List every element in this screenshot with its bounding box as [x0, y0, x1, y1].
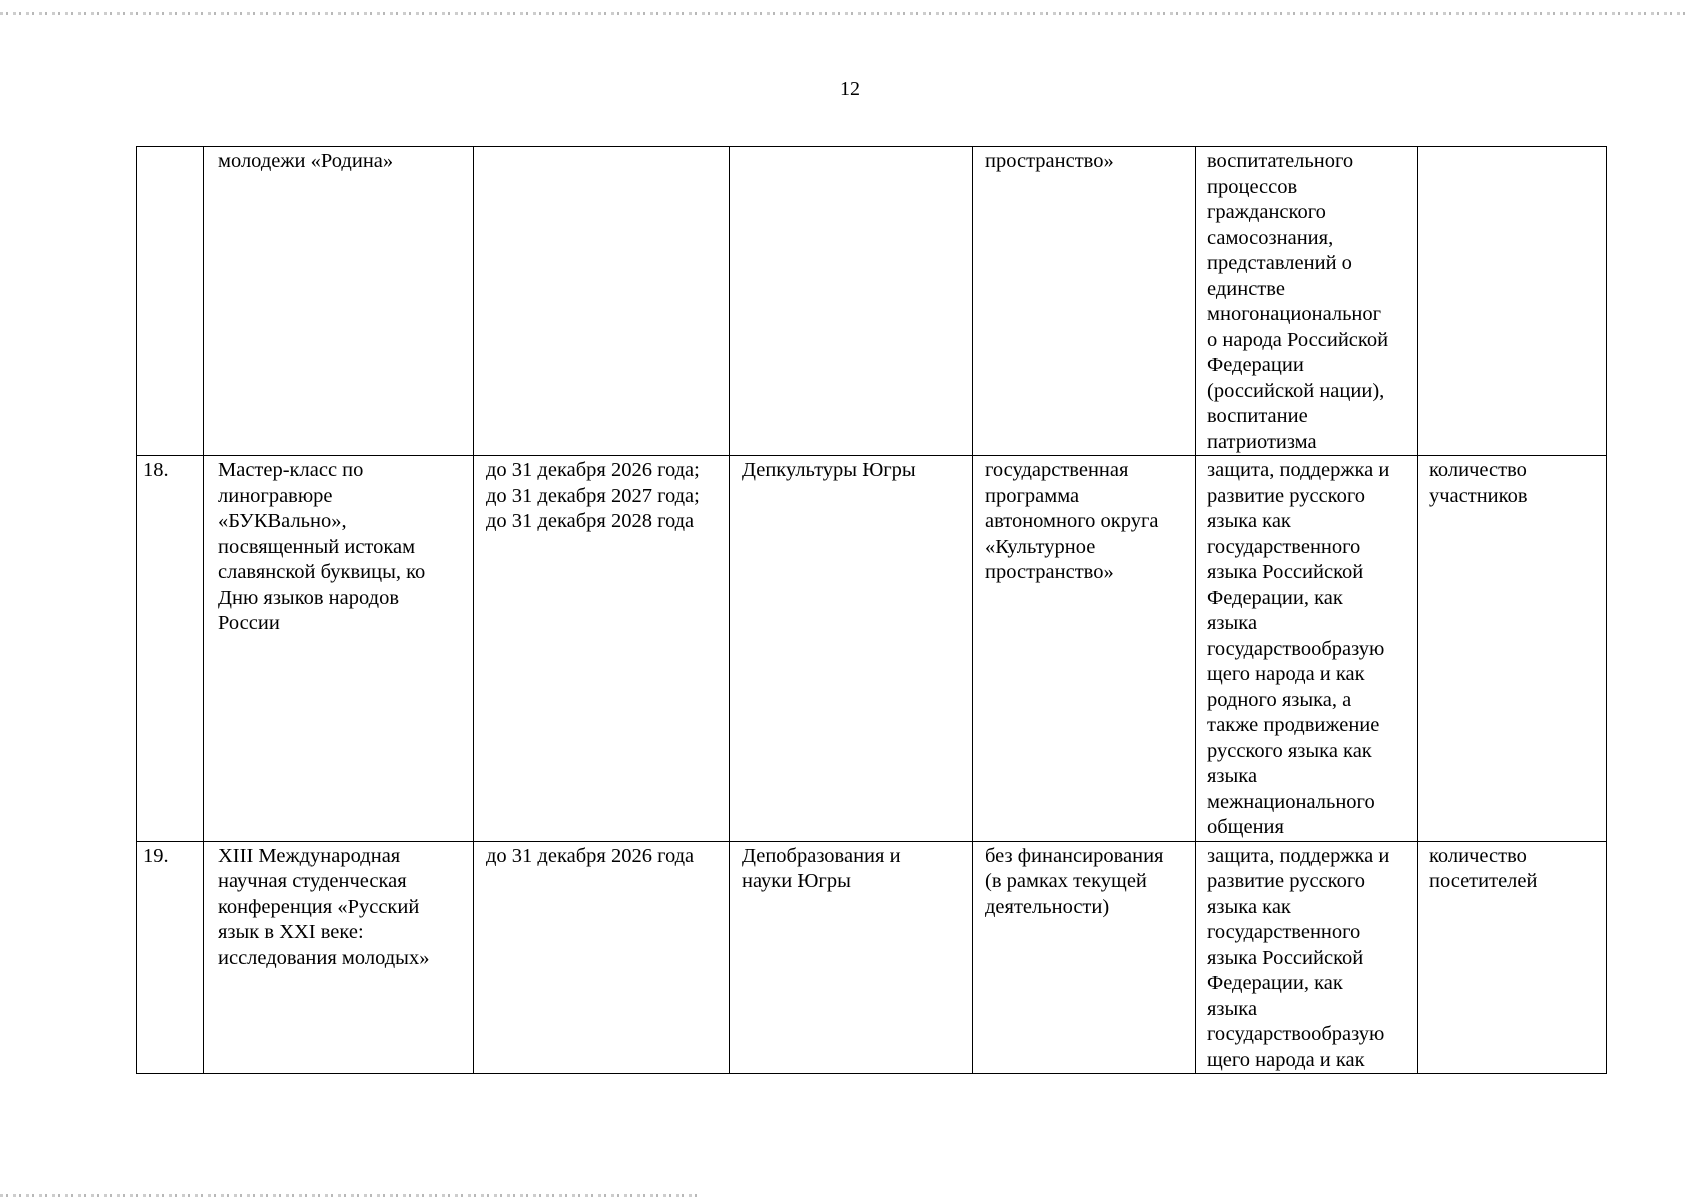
- cell-text-line: языка как: [1207, 510, 1291, 532]
- cell-text-line: Мастер-класс по: [218, 459, 364, 481]
- cell-text-line: участников: [1429, 484, 1528, 507]
- goal-cell: [1196, 147, 1418, 456]
- cell-text-line: представлений о: [1207, 252, 1352, 274]
- cell-text-line: языка: [1207, 765, 1258, 787]
- cell-text-line: многонациональног: [1207, 303, 1382, 325]
- cell-text-line: языка Российской: [1207, 561, 1364, 583]
- cell-text-line: воспитание: [1207, 405, 1308, 427]
- cell-text-line: конференция «Русский: [218, 895, 420, 918]
- cell-text-line: государственного: [1207, 535, 1361, 558]
- cell-text-line: «БУКВально»,: [218, 510, 347, 532]
- deadline-cell: [474, 841, 730, 1074]
- cell-text-line: Федерации, как: [1207, 972, 1343, 994]
- table-row: [137, 147, 1607, 456]
- cell-text-line: до 31 декабря 2026 года: [486, 844, 695, 867]
- cell-text-line: родного языка, а: [1207, 688, 1352, 711]
- cell-text-line: Депобразования и: [742, 844, 901, 867]
- cell-text-line: посвященный истокам: [218, 535, 416, 558]
- scan-edge-top: [0, 12, 1686, 15]
- cell-text-line: государственного: [1207, 921, 1361, 943]
- cell-text-line: молодежи «Родина»: [218, 150, 394, 172]
- cell-text-line: воспитательного: [1207, 150, 1354, 172]
- cell-text-line: исследования молодых»: [218, 946, 430, 969]
- cell-text-line: самосознания,: [1207, 226, 1334, 249]
- goal-cell: [1196, 456, 1418, 842]
- cell-text-line: развитие русского: [1207, 870, 1365, 892]
- cell-text-line: (российской нации),: [1207, 379, 1385, 402]
- cell-text-line: «Культурное: [985, 535, 1096, 558]
- cell-text-line: процессов: [1207, 175, 1298, 198]
- financing-cell: [973, 456, 1196, 842]
- cell-text-line: о народа Российской: [1207, 328, 1389, 351]
- indicator-cell: [1418, 841, 1607, 1074]
- cell-text-line: до 31 декабря 2028 года: [486, 510, 695, 532]
- cell-text-line: России: [218, 612, 280, 634]
- cell-text-line: пространство»: [985, 561, 1114, 583]
- cell-text-line: автономного округа: [985, 510, 1159, 532]
- cell-text-line: языка Российской: [1207, 946, 1364, 969]
- row-number: [137, 147, 204, 456]
- cell-text-line: Дню языков народов: [218, 586, 400, 609]
- table-row: [137, 456, 1607, 842]
- cell-text-line: язык в XXI веке:: [218, 921, 364, 943]
- cell-text-line: Федерации, как: [1207, 586, 1343, 609]
- cell-text-line: патриотизма: [1207, 430, 1317, 453]
- cell-text-line: защита, поддержка и: [1207, 459, 1390, 481]
- cell-text-line: Федерации: [1207, 354, 1304, 376]
- cell-text-line: государствообразую: [1207, 637, 1385, 660]
- cell-text-line: пространство»: [985, 150, 1114, 172]
- goal-cell: [1196, 841, 1418, 1074]
- page-number: 12: [840, 78, 860, 100]
- cell-text-line: Депкультуры Югры: [742, 459, 916, 481]
- cell-text-line: гражданского: [1207, 201, 1326, 223]
- financing-cell: [973, 147, 1196, 456]
- cell-text-line: развитие русского: [1207, 484, 1365, 507]
- table-row: [137, 841, 1607, 1074]
- indicator-cell: [1418, 147, 1607, 456]
- cell-text-line: без финансирования: [985, 844, 1164, 867]
- cell-text-line: единстве: [1207, 277, 1285, 300]
- cell-text-line: русского языка как: [1207, 739, 1372, 762]
- cell-text-line: программа: [985, 484, 1080, 507]
- cell-text-line: языка: [1207, 612, 1258, 634]
- event-name-cell: [204, 147, 474, 456]
- cell-text-line: посетителей: [1429, 870, 1538, 892]
- deadline-cell: [474, 147, 730, 456]
- cell-text-line: также продвижение: [1207, 714, 1380, 736]
- deadline-cell: [474, 456, 730, 842]
- cell-text-line: щего народа и как: [1207, 1048, 1365, 1071]
- cell-text-line: языка: [1207, 997, 1258, 1020]
- cell-text-line: межнационального: [1207, 790, 1375, 813]
- cell-text-line: линогравюре: [218, 484, 333, 507]
- row-number: 18.: [137, 456, 204, 842]
- row-number: 19.: [137, 841, 204, 1074]
- cell-text-line: (в рамках текущей: [985, 870, 1147, 892]
- events-table: [136, 146, 1607, 1074]
- cell-text-line: до 31 декабря 2026 года;: [486, 459, 700, 481]
- cell-text-line: науки Югры: [742, 870, 851, 892]
- cell-text-line: количество: [1429, 844, 1527, 867]
- cell-text-line: славянской буквицы, ко: [218, 561, 426, 583]
- cell-text-line: деятельности): [985, 895, 1110, 918]
- cell-text-line: защита, поддержка и: [1207, 844, 1390, 867]
- cell-text-line: государственная: [985, 459, 1129, 481]
- responsible-cell: [730, 841, 973, 1074]
- cell-text-line: до 31 декабря 2027 года;: [486, 484, 700, 507]
- financing-cell: [973, 841, 1196, 1074]
- event-name-cell: [204, 456, 474, 842]
- cell-text-line: языка как: [1207, 895, 1291, 918]
- responsible-cell: [730, 147, 973, 456]
- cell-text-line: научная студенческая: [218, 870, 407, 892]
- indicator-cell: [1418, 456, 1607, 842]
- scan-edge-bottom: [0, 1194, 700, 1197]
- responsible-cell: [730, 456, 973, 842]
- cell-text-line: количество: [1429, 459, 1527, 481]
- event-name-cell: [204, 841, 474, 1074]
- cell-text-line: XIII Международная: [218, 844, 401, 867]
- cell-text-line: щего народа и как: [1207, 663, 1365, 685]
- cell-text-line: государствообразую: [1207, 1023, 1385, 1045]
- cell-text-line: общения: [1207, 816, 1284, 838]
